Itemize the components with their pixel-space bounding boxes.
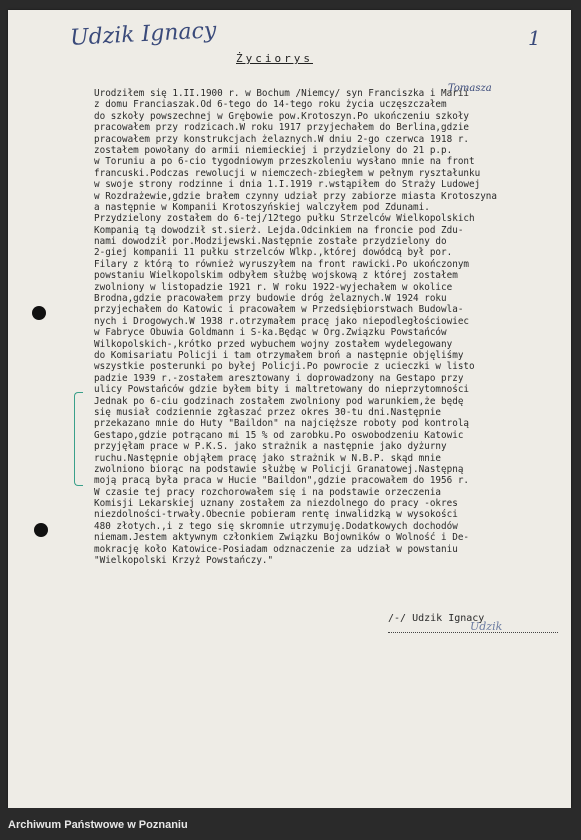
text-line: się musiał codziennie zgłaszać przez okres 30-tu dni.Następnie (94, 406, 442, 418)
text-line: Komisji Lekarskiej uznany zostałem za niezdolnego do pracy -okres (94, 498, 458, 510)
document-title: Życiorys (236, 52, 313, 65)
text-line: w Toruniu a po 6-cio tygodniowym przeszkoleniu wysłano mnie na front (94, 156, 475, 168)
punch-hole-top (32, 306, 46, 320)
text-line: ruchu.Następnie objąłem pracę jako strażnik w N.B.P. skąd mnie (94, 452, 442, 464)
text-line: zwolniony w listopadzie 1921 r. W roku 1922-wyjechałem w okolice (94, 281, 453, 293)
text-line: padzie 1939 r.-zostałem aresztowany i doprowadzony na Gestapo przy (94, 372, 464, 384)
text-line: moją pracą była praca w Hucie "Baildon",gdzie pracowałem do 1956 r. (94, 475, 470, 487)
text-line: do szkoły powszechnej w Grębowie pow.Krotoszyn.Po ukończeniu szkoły (94, 110, 470, 122)
text-line: mokrację koło Katowice-Posiadam odznaczenie za udział w powstaniu (94, 543, 458, 555)
text-line: przyjęłam prace w P.K.S. jako strażnik a następnie jako dyżurny (94, 441, 447, 453)
text-line: Brodna,gdzie pracowałem przy budowie dróg żelaznych.W 1924 roku (94, 293, 447, 305)
handwritten-insertion: Tomasza (448, 83, 492, 94)
text-line: w swoje strony rodzinne i dnia 1.I.1919 r.wstąpiłem do Straży Ludowej (94, 179, 481, 191)
text-line: niezdolności-trwały.Obecnie pobieram rentę inwalidzką w wysokości (94, 509, 458, 521)
text-line: nych i Drogowych.W 1938 r.otrzymałem pracę jako niepodległościowiec (94, 315, 470, 327)
text-line: zostałem powołany do armii niemieckiej i przydzielony do 21 p.p. (94, 144, 453, 156)
text-line: przyjechałem do Katowic i pracowałem w Przedsiębiorstwach Budowla- (94, 304, 464, 316)
text-line: pracowałem przy konstrukcjach żelaznych.W dniu 2-go czerwca 1918 r. (94, 133, 470, 145)
text-line: Gestapo,gdzie potrącano mi 15 % od zarobku.Po oswobodzeniu Katowic (94, 429, 464, 441)
text-line: Przydzielony zostałem do 6-tej/12tego pułku Strzelców Wielkopolskich (94, 213, 475, 225)
text-line: zwolniono biorąc na podstawie służbę w Policji Granatowej.Następną (94, 463, 464, 475)
text-line: pracowałem przy rodzicach.W roku 1917 przyjechałem do Berlina,gdzie (94, 122, 470, 134)
text-line: 2-giej kompanii 11 pułku strzelców Wlkp.,której dowódcą był por. (94, 247, 453, 259)
text-line: z domu Franciaszak.Od 6-tego do 14-tego roku życia uczęszczałem (94, 99, 447, 111)
text-line: nami dowodził por.Modzijewski.Następnie zostałe przydzielony do (94, 236, 447, 248)
text-line: w Fabryce Obuwia Goldmann i S-ka.Będąc w Org.Związku Powstańców (94, 327, 447, 339)
text-line: w Rozdrażewie,gdzie brałem czynny udział przy zabiorze miasta Krotoszyna (94, 190, 497, 202)
handwritten-name: Udzik Ignacy (69, 18, 217, 51)
punch-hole-bottom (34, 523, 48, 537)
margin-bracket-mark (74, 392, 83, 486)
text-line: do Komisariatu Policji i tam otrzymałem broń a następnie objęliśmy (94, 349, 464, 361)
document-body (94, 88, 572, 566)
signature-line (388, 632, 558, 633)
text-line: przekazano mnie do Huty "Baildon" na najcięższe roboty pod kontrolą (94, 418, 470, 430)
text-line: W czasie tej pracy rozchorowałem się i na podstawie orzeczenia (94, 486, 442, 498)
text-line: Jednak po 6-ciu godzinach zostałem zwolniony pod warunkiem,że będę (94, 395, 464, 407)
text-line: powstaniu Wielkopolskim odbyłem służbę wojskową z której zostałem (94, 270, 458, 282)
text-line: 480 złotych.,i z tego się skromnie utrzymuję.Dodatkowych dochodów (94, 520, 458, 532)
text-line: francuski.Podczas rewolucji w niemczech-zbiegłem w pełnym ryształunku (94, 167, 481, 179)
text-line: Filary z którą to również wyruszyłem na front rawicki.Po ukończonym (94, 258, 470, 270)
text-line: Wilkopolskich-,krótko przed wybuchem wojny zostałem wydelegowany (94, 338, 453, 350)
archive-footer-text: Archiwum Państwowe w Poznaniu (8, 819, 188, 831)
text-line: wszystkie posterunki po byłej Policji.Po powrocie z ucieczki w listo (94, 361, 475, 373)
handwritten-page-number: 1 (528, 26, 541, 50)
text-line: a następnie w Kompanii Krotoszyńskiej walczyłem pod Zdunami. (94, 201, 430, 213)
handwritten-signature: Udzik (470, 620, 503, 633)
text-line: ulicy Powstańców gdzie byłem bity i maltretowany do nieprzytomności (94, 384, 470, 396)
typed-signature: /-/ Udzik Ignacy (388, 613, 485, 624)
text-line: "Wielkopolski Krzyż Powstańczy." (94, 555, 274, 567)
text-line: Kompanią tą dowodził st.sierż. Lejda.Odcinkiem na froncie pod Zdu- (94, 224, 464, 236)
text-line: Urodziłem się 1.II.1900 r. w Bochum /Niemcy/ syn Franciszka i Marii (94, 88, 470, 99)
text-line: niemam.Jestem aktywnym członkiem Związku Bojowników o Wolność i De- (94, 532, 470, 544)
